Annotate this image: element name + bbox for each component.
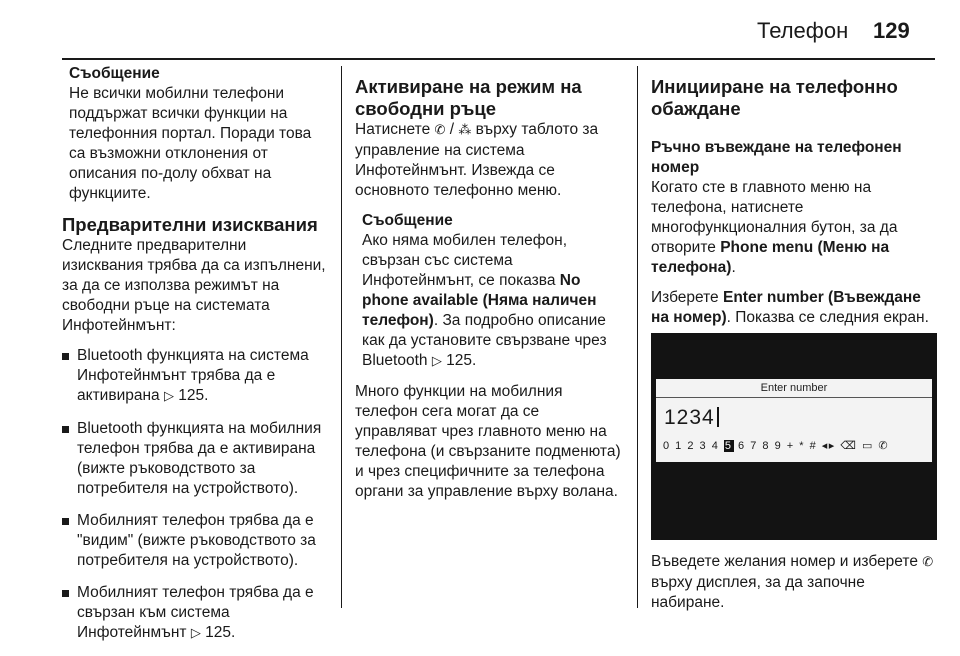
phone-icon: ✆ xyxy=(434,123,446,138)
bullet-icon xyxy=(62,518,69,525)
panel-title: Enter number xyxy=(760,382,828,394)
text-cursor xyxy=(717,407,719,427)
page-number: 129 xyxy=(873,18,910,43)
display-screenshot xyxy=(651,333,937,540)
speller-keys: 0 1 2 3 4 5 6 7 8 9 + * # ◂▸ ⌫ ▭ ✆ xyxy=(663,440,890,452)
phone-icon: ✆ xyxy=(922,555,934,570)
subsection-title: Ръчно въвеждане на телефонен номер xyxy=(651,139,902,176)
note-box xyxy=(355,211,625,372)
intro-paragraph: Натиснете ✆ / ⁂ върху таблото за управление на система Инфотейнмънт. Извежда се основното телефонно меню. xyxy=(355,121,599,199)
header-rule xyxy=(62,58,935,60)
body-paragraph: Много функции на мобилния телефон сега могат да се управляват чрез главното меню на телефона (и свързаните подменюта) и чрез специфичните за телефона органи за управление върху волана. xyxy=(355,383,621,500)
phone-mute-icon: ⁂ xyxy=(458,123,472,138)
section-title: Активиране на режим на свободни ръце xyxy=(355,76,582,119)
column-3-bottom xyxy=(651,552,937,613)
list-item: Мобилният телефон трябва да е "видим" (вижте ръководството за потребителя на устройството). xyxy=(62,511,330,571)
bullet-icon xyxy=(62,590,69,597)
column-1 xyxy=(62,64,330,656)
ref-arrow-icon: ▷ xyxy=(190,626,201,641)
body-paragraph: Когато сте в главното меню на телефона, натиснете многофункционалния бутон, за да отворите Phone menu (Меню на телефона). xyxy=(651,179,898,276)
section-title: Предварителни изисквания xyxy=(62,214,318,235)
selected-key: 5 xyxy=(724,440,733,452)
bullet-icon xyxy=(62,426,69,433)
body-paragraph: Изберете Enter number (Въвеждане на номер). Показва се следния екран. xyxy=(651,289,929,326)
note-heading: Съобщение xyxy=(362,212,453,229)
entered-number: 1234 xyxy=(664,406,719,430)
column-3 xyxy=(651,64,937,328)
requirements-list xyxy=(62,346,330,644)
column-divider xyxy=(637,66,638,608)
page-ref: 125. xyxy=(205,624,236,641)
column-divider xyxy=(341,66,342,608)
note-heading: Съобщение xyxy=(69,65,160,82)
enter-number-panel xyxy=(656,379,932,462)
list-item: Bluetooth функцията на мобилния телефон трябва да е активирана (вижте ръководството за потребителя на устройството). xyxy=(62,419,330,499)
page-header-title: Телефон xyxy=(757,18,849,43)
body-paragraph: Въведете желания номер и изберете ✆ върху дисплея, за да започне набиране. xyxy=(651,553,934,611)
note-text: Ако няма мобилен телефон, свързан със система Инфотейнмънт, се показва No phone available (Няма наличен телефон). За подробно описание как да установите свързване чрез Bluetooth ▷ 125. xyxy=(362,232,607,369)
list-item: Мобилният телефон трябва да е свързан към система Инфотейнмънт ▷ 125. xyxy=(62,583,330,644)
bullet-icon xyxy=(62,353,69,360)
section-title: Иницииране на телефонно обаждане xyxy=(651,76,898,119)
note-box xyxy=(62,64,330,204)
list-item: Bluetooth функцията на система Инфотейнмънт трябва да е активирана ▷ 125. xyxy=(62,346,330,407)
ref-arrow-icon: ▷ xyxy=(431,354,442,369)
ref-arrow-icon: ▷ xyxy=(163,389,174,404)
note-text: Не всички мобилни телефони поддържат всички функции на телефонния портал. Поради това са възможни отклонения от описания по-долу обхват на функциите. xyxy=(69,85,312,202)
page-ref: 125. xyxy=(178,387,209,404)
column-2 xyxy=(355,64,625,502)
panel-divider xyxy=(656,397,932,398)
section-intro: Следните предварителни изисквания трябва да са изпълнени, за да се използва режимът на свободни ръце на системата Инфотейнмънт: xyxy=(62,237,326,334)
